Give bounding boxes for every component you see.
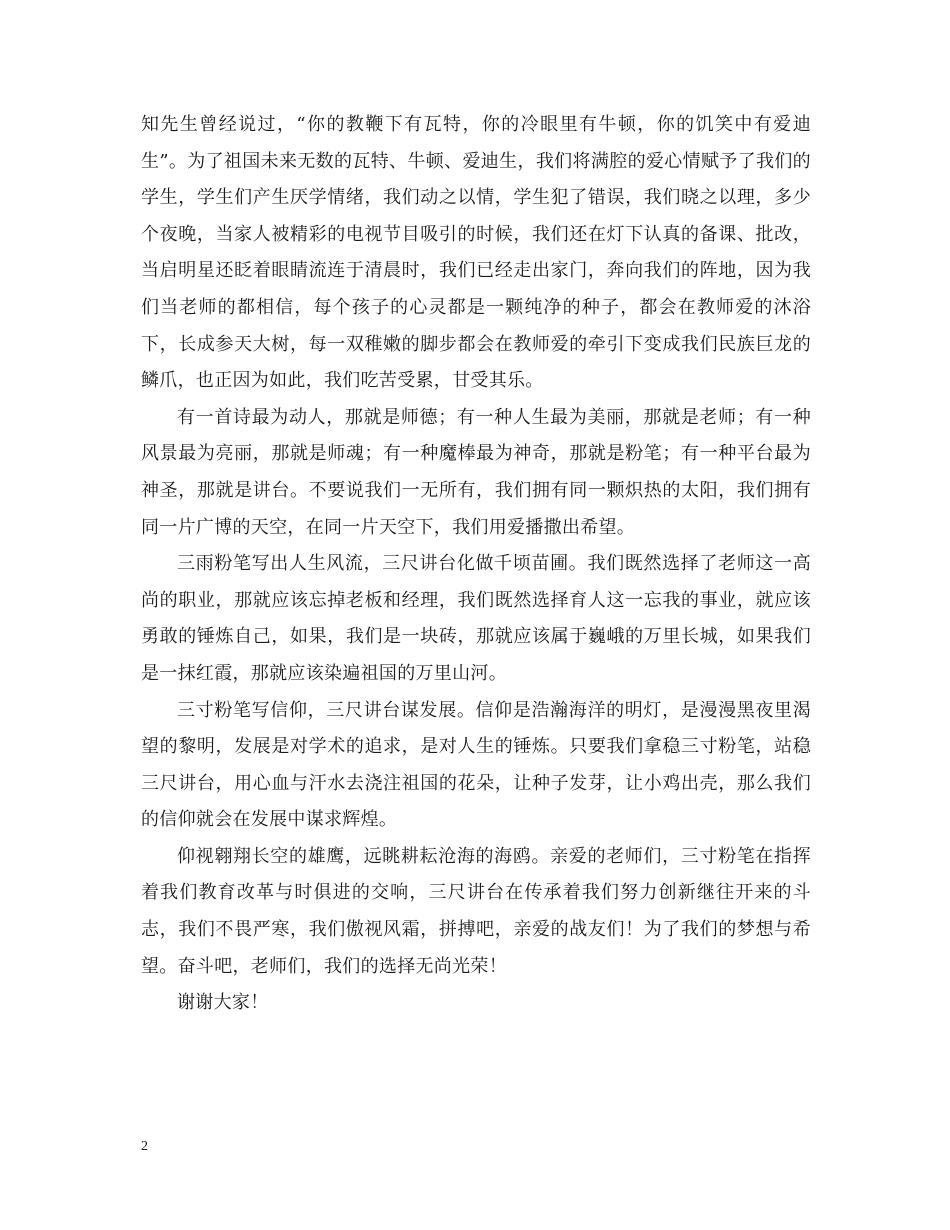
paragraph-closing: 谢谢大家！ [177,992,269,1014]
paragraph-2: 有一首诗最为动人，那就是师德；有一种人生最为美丽，那就是老师；有一种风景最为亮丽，那就是师魂；有一种魔棒最为神奇，那就是粉笔；有一种平台最为神圣，那就是讲台。不要说我们一无所有，我们拥有同一颗炽热的太阳，我们拥有同一片广博的天空，在同一片天空下，我们用爱播撒出希望。 [141,406,811,538]
paragraph-3: 三雨粉笔写出人生风流，三尺讲台化做千顷苗圃。我们既然选择了老师这一高尚的职业，那就应该忘掉老板和经理，我们既然选择育人这一忘我的事业，就应该勇敢的锤炼自己，如果，我们是一块砖，那就应该属于巍峨的万里长城，如果我们是一抹红霞，那就应该染遍祖国的万里山河。 [141,553,811,684]
page-number: 2 [141,1139,148,1154]
paragraph-4: 三寸粉笔写信仰，三尺讲台谋发展。信仰是浩瀚海洋的明灯，是漫漫黑夜里渴望的黎明，发展是对学术的追求，是对人生的锤炼。只要我们拿稳三寸粉笔，站稳三尺讲台，用心血与汗水去浇注祖国的花朵，让种子发芽，让小鸡出壳，那么我们的信仰就会在发展中谋求辉煌。 [141,699,811,831]
body-text [141,107,811,1022]
paragraph-1: 知先生曾经说过，“你的教鞭下有瓦特，你的冷眼里有牛顿，你的饥笑中有爱迪生”。为了祖国未来无数的瓦特、牛顿、爱迪生，我们将满腔的爱心情赋予了我们的学生，学生们产生厌学情绪，我们动之以情，学生犯了错误，我们晓之以理，多少个夜晚，当家人被精彩的电视节目吸引的时候，我们还在灯下认真的备课、批改，当启明星还眨着眼睛流连于清晨时，我们已经走出家门，奔向我们的阵地，因为我们当老师的都相信，每个孩子的心灵都是一颗纯净的种子，都会在教师爱的沐浴下，长成参天大树，每一双稚嫩的脚步都会在教师爱的牵引下变成我们民族巨龙的鳞爪，也正因为如此，我们吃苦受累，甘受其乐。 [141,114,811,392]
paragraph-5: 仰视翱翔长空的雄鹰，远眺耕耘沧海的海鸥。亲爱的老师们，三寸粉笔在指挥着我们教育改革与时俱进的交响，三尺讲台在传承着我们努力创新继往开来的斗志，我们不畏严寒，我们傲视风霜，拼搏吧，亲爱的战友们！为了我们的梦想与希望。奋斗吧，老师们，我们的选择无尚光荣！ [141,845,811,977]
